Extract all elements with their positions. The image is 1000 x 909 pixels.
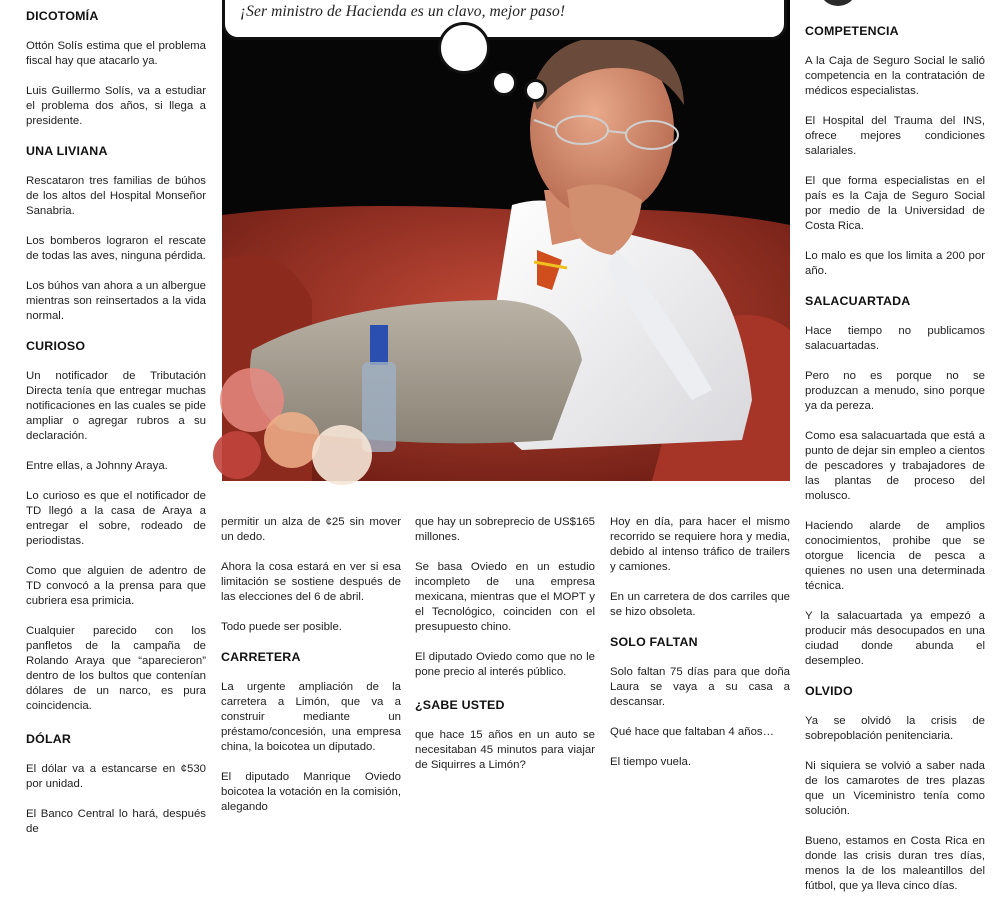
bottom-column-3: [610, 515, 790, 785]
paragraph: Bueno, estamos en Costa Rica en donde las crisis duran tres días, menos la de los maleantillos del fútbol, que ya lleva cinco días.: [805, 835, 985, 892]
paragraph: que hay un sobreprecio de US$165 millones.: [415, 516, 595, 543]
section-heading: SOLO FALTAN: [610, 635, 698, 649]
left-column: [26, 9, 206, 852]
paragraph: que hace 15 años en un auto se necesitaban 45 minutos para viajar de Siquirres a Limón?: [415, 729, 595, 771]
paragraph: permitir un alza de ¢25 sin mover un dedo.: [221, 516, 401, 543]
section-heading: CARRETERA: [221, 650, 301, 664]
bottom-column-2: [415, 515, 595, 788]
paragraph: Hoy en día, para hacer el mismo recorrido se requiere hora y media, debido al intenso tráfico de trailers y camiones.: [610, 516, 790, 573]
paragraph: Qué hace que faltaban 4 años…: [610, 726, 775, 738]
paragraph: Los bomberos lograron el rescate de todas las aves, ninguna pérdida.: [26, 235, 206, 262]
paragraph: Ya se olvidó la crisis de sobrepoblación penitenciaria.: [805, 715, 985, 742]
paragraph: Ahora la cosa estará en ver si esa limitación se sostiene después de las elecciones del 6 de abril.: [221, 561, 401, 603]
paragraph: El dólar va a estancarse en ¢530 por unidad.: [26, 763, 206, 790]
section-heading: COMPETENCIA: [805, 24, 899, 38]
paragraph: Y la salacuartada ya empezó a producir más desocupados en una ciudad donde abunda el desempleo.: [805, 610, 985, 667]
thought-bubble-text: ¡Ser ministro de Hacienda es un clavo, mejor paso!: [240, 3, 566, 20]
paragraph: El diputado Oviedo como que no le pone precio al interés público.: [415, 651, 595, 678]
paragraph: Haciendo alarde de amplios conocimientos, prohibe que se otorgue licencia de pesca a quienes no usen una determinada técnica.: [805, 520, 985, 592]
paragraph: Hace tiempo no publicamos salacuartadas.: [805, 325, 985, 352]
thought-dot-small: [524, 79, 547, 102]
paragraph: El que forma especialistas en el país es la Caja de Seguro Social por medio de la Universidad de Costa Rica.: [805, 175, 985, 232]
section-heading: OLVIDO: [805, 684, 853, 698]
paragraph: A la Caja de Seguro Social le salió competencia en la contratación de médicos especialistas.: [805, 55, 985, 97]
paragraph: El tiempo vuela.: [610, 756, 692, 768]
paragraph: Luis Guillermo Solís, va a estudiar el problema dos años, si llega a presidente.: [26, 85, 206, 127]
paragraph: Un notificador de Tributación Directa tenía que entregar muchas notificaciones en las cuales se pide ampliar o agregar rubros a su declaración.: [26, 370, 206, 442]
section-heading: ¿SABE USTED: [415, 698, 505, 712]
paragraph: Rescataron tres familias de búhos de los altos del Hospital Monseñor Sanabria.: [26, 175, 206, 217]
thought-dot-medium: [491, 70, 517, 96]
bottom-column-1: [221, 515, 401, 830]
paragraph: Los búhos van ahora a un albergue mientras son reinsertados a la vida normal.: [26, 280, 206, 322]
paragraph: El diputado Manrique Oviedo boicotea la votación en la comisión, alegando: [221, 771, 401, 813]
section-heading: SALACUARTADA: [805, 294, 911, 308]
paragraph: Solo faltan 75 días para que doña Laura se vaya a su casa a descansar.: [610, 666, 790, 708]
right-column: [805, 24, 985, 909]
section-heading: DÓLAR: [26, 732, 72, 746]
paragraph: Entre ellas, a Johnny Araya.: [26, 460, 168, 472]
paragraph: Se basa Oviedo en un estudio incompleto de una empresa mexicana, mientras que el MOPT y el Tecnológico, coinciden con el presupuesto chino.: [415, 561, 595, 633]
section-heading: CURIOSO: [26, 339, 86, 353]
paragraph: La urgente ampliación de la carretera a Limón, que va a construir mediante un préstamo/concesión, una empresa china, la boicotea un diputado.: [221, 681, 401, 753]
paragraph: En un carretera de dos carriles que se hizo obsoleta.: [610, 591, 790, 618]
thought-dot-large: [438, 22, 490, 74]
paragraph: El Banco Central lo hará, después de: [26, 808, 206, 835]
paragraph: Pero no es porque no se produzcan a menudo, sino porque ya da pereza.: [805, 370, 985, 412]
paragraph: Lo curioso es que el notificador de TD llegó a la casa de Araya a entregar el sobre, rodeado de periodistas.: [26, 490, 206, 547]
paragraph: Ottón Solís estima que el problema fiscal hay que atacarlo ya.: [26, 40, 206, 67]
paragraph: Cualquier parecido con los panfletos de la campaña de Rolando Araya que “aparecieron” dentro de los bultos que contenían dólares de un narco, es pura coincidencia.: [26, 625, 206, 712]
paragraph: Todo puede ser posible.: [221, 621, 342, 633]
paragraph: Lo malo es que los limita a 200 por año.: [805, 250, 985, 277]
section-heading: UNA LIVIANA: [26, 144, 108, 158]
paragraph: Como que alguien de adentro de TD convocó a la prensa para que cubriera esa primicia.: [26, 565, 206, 607]
page-corner-mark: [821, 0, 855, 6]
paragraph: Ni siquiera se volvió a saber nada de los camarotes de tres plazas que un Viceministro tenía como solución.: [805, 760, 985, 817]
paragraph: El Hospital del Trauma del INS, ofrece mejores condiciones salariales.: [805, 115, 985, 157]
paragraph: Como esa salacuartada que está a punto de dejar sin empleo a cientos de pescadores y trabajadores de las plantas de proceso del molusco.: [805, 430, 985, 502]
section-heading: DICOTOMÍA: [26, 9, 99, 23]
